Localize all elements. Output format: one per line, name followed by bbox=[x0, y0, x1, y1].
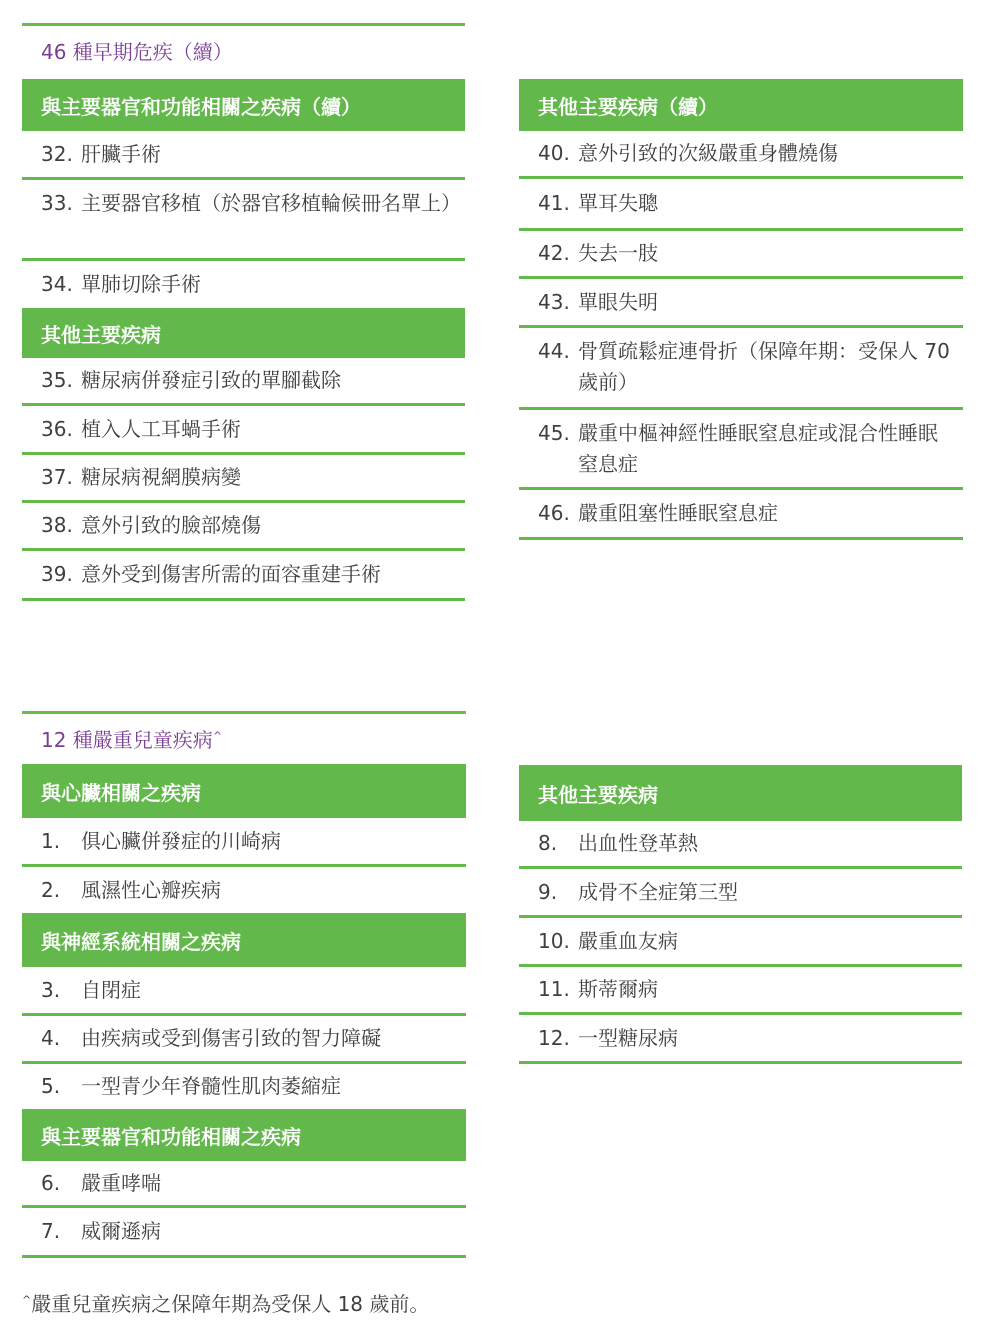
item-text: 一型糖尿病 bbox=[578, 1025, 678, 1050]
list-item bbox=[22, 1016, 466, 1064]
item-number: 3. bbox=[41, 977, 61, 1002]
section1-right-column bbox=[519, 79, 963, 540]
category-header: 與心臟相關之疾病 bbox=[22, 764, 466, 818]
section2-left-column bbox=[22, 711, 466, 1258]
item-text: 意外引致的臉部燒傷 bbox=[81, 513, 261, 537]
item-number: 42. bbox=[538, 241, 570, 265]
item-text: 單眼失明 bbox=[578, 289, 658, 314]
list-item bbox=[519, 490, 963, 540]
item-text: 出血性登革熱 bbox=[578, 831, 698, 855]
item-text: 嚴重血友病 bbox=[578, 928, 678, 953]
item-number: 7. bbox=[41, 1219, 61, 1243]
list-item bbox=[22, 455, 465, 503]
item-text: 威爾遜病 bbox=[81, 1219, 161, 1243]
list-item bbox=[22, 1208, 466, 1258]
item-text: 肝臟手術 bbox=[81, 141, 161, 166]
item-text: 斯蒂爾病 bbox=[578, 977, 658, 1001]
item-number: 38. bbox=[41, 513, 73, 537]
category-header: 與主要器官和功能相關之疾病 bbox=[22, 1109, 466, 1161]
item-text: 糖尿病併發症引致的單腳截除 bbox=[81, 368, 341, 392]
item-text: 風濕性心瓣疾病 bbox=[81, 877, 221, 902]
list-item bbox=[519, 231, 963, 279]
item-number: 44. bbox=[538, 339, 570, 363]
category-header: 其他主要疾病 bbox=[519, 765, 962, 821]
list-item bbox=[22, 1064, 466, 1109]
list-item bbox=[22, 503, 465, 551]
item-number: 5. bbox=[41, 1074, 61, 1098]
item-number: 46. bbox=[538, 501, 570, 525]
item-number: 12. bbox=[538, 1025, 570, 1050]
list-item bbox=[22, 358, 465, 406]
section-title bbox=[22, 714, 466, 764]
item-text: 由疾病或受到傷害引致的智力障礙 bbox=[81, 1026, 381, 1050]
list-item bbox=[519, 328, 963, 410]
item-text: 植入人工耳蝸手術 bbox=[81, 416, 241, 441]
list-item bbox=[519, 131, 963, 179]
item-number: 10. bbox=[538, 928, 570, 953]
item-text: 自閉症 bbox=[81, 977, 141, 1002]
section-title: 46 種早期危疾（續） bbox=[41, 40, 233, 64]
list-item bbox=[519, 279, 963, 328]
list-item bbox=[519, 1015, 962, 1064]
item-text: 成骨不全症第三型 bbox=[578, 879, 738, 904]
list-item bbox=[519, 410, 963, 490]
section2-right-column bbox=[519, 765, 962, 1064]
item-number: 4. bbox=[41, 1026, 61, 1050]
item-text: 俱心臟併發症的川崎病 bbox=[81, 828, 281, 853]
item-number: 43. bbox=[538, 289, 570, 314]
footnote bbox=[22, 1288, 429, 1317]
item-number: 39. bbox=[41, 562, 73, 586]
list-item bbox=[22, 406, 465, 455]
item-text: 糖尿病視網膜病變 bbox=[81, 465, 241, 489]
item-text: 失去一肢 bbox=[578, 241, 658, 265]
list-item bbox=[22, 180, 465, 261]
item-number: 1. bbox=[41, 828, 61, 853]
item-text: 單耳失聰 bbox=[578, 191, 658, 215]
category-header: 其他主要疾病（續） bbox=[519, 79, 963, 131]
item-text: 嚴重哮喘 bbox=[81, 1170, 161, 1195]
category-header: 其他主要疾病 bbox=[22, 308, 465, 358]
item-number: 6. bbox=[41, 1170, 61, 1195]
list-item bbox=[519, 869, 962, 918]
list-item bbox=[22, 551, 465, 601]
item-number: 41. bbox=[538, 191, 570, 215]
item-text: 骨質疏鬆症連骨折（保障年期：受保人 70 歲前） bbox=[578, 339, 950, 394]
item-text: 嚴重阻塞性睡眠窒息症 bbox=[578, 501, 778, 525]
footnote-text: 嚴重兒童疾病之保障年期為受保人 18 歲前。 bbox=[31, 1292, 430, 1316]
section1-left-column bbox=[22, 23, 465, 601]
list-item bbox=[519, 967, 962, 1015]
footnote-mark: ^ bbox=[22, 1293, 32, 1307]
list-item bbox=[519, 179, 963, 231]
item-number: 9. bbox=[538, 879, 558, 904]
list-item bbox=[22, 261, 465, 308]
item-text: 單肺切除手術 bbox=[81, 272, 201, 296]
list-item bbox=[22, 1161, 466, 1208]
item-number: 40. bbox=[538, 141, 570, 165]
list-item bbox=[22, 818, 466, 867]
item-number: 33. bbox=[41, 191, 73, 215]
item-text: 嚴重中樞神經性睡眠窒息症或混合性睡眠窒息症 bbox=[578, 421, 938, 476]
item-number: 37. bbox=[41, 465, 73, 489]
item-number: 11. bbox=[538, 977, 570, 1001]
item-text: 一型青少年脊髓性肌肉萎縮症 bbox=[81, 1074, 341, 1098]
item-number: 45. bbox=[538, 421, 570, 445]
list-item bbox=[22, 131, 465, 180]
item-number: 34. bbox=[41, 272, 73, 296]
item-text: 主要器官移植（於器官移植輪候冊名單上） bbox=[81, 191, 461, 215]
list-item bbox=[519, 918, 962, 967]
item-number: 35. bbox=[41, 368, 73, 392]
title-footnote-mark: ^ bbox=[212, 729, 223, 743]
list-item bbox=[519, 821, 962, 869]
list-item bbox=[22, 867, 466, 913]
section-title-text: 12 種嚴重兒童疾病 bbox=[41, 728, 213, 752]
list-item bbox=[22, 967, 466, 1016]
item-number: 8. bbox=[538, 831, 558, 855]
item-text: 意外引致的次級嚴重身體燒傷 bbox=[578, 141, 838, 165]
category-header: 與神經系統相關之疾病 bbox=[22, 913, 466, 967]
item-number: 2. bbox=[41, 877, 61, 902]
item-number: 36. bbox=[41, 416, 73, 441]
item-text: 意外受到傷害所需的面容重建手術 bbox=[81, 562, 381, 586]
item-number: 32. bbox=[41, 141, 73, 166]
category-header: 與主要器官和功能相關之疾病（續） bbox=[22, 79, 465, 131]
